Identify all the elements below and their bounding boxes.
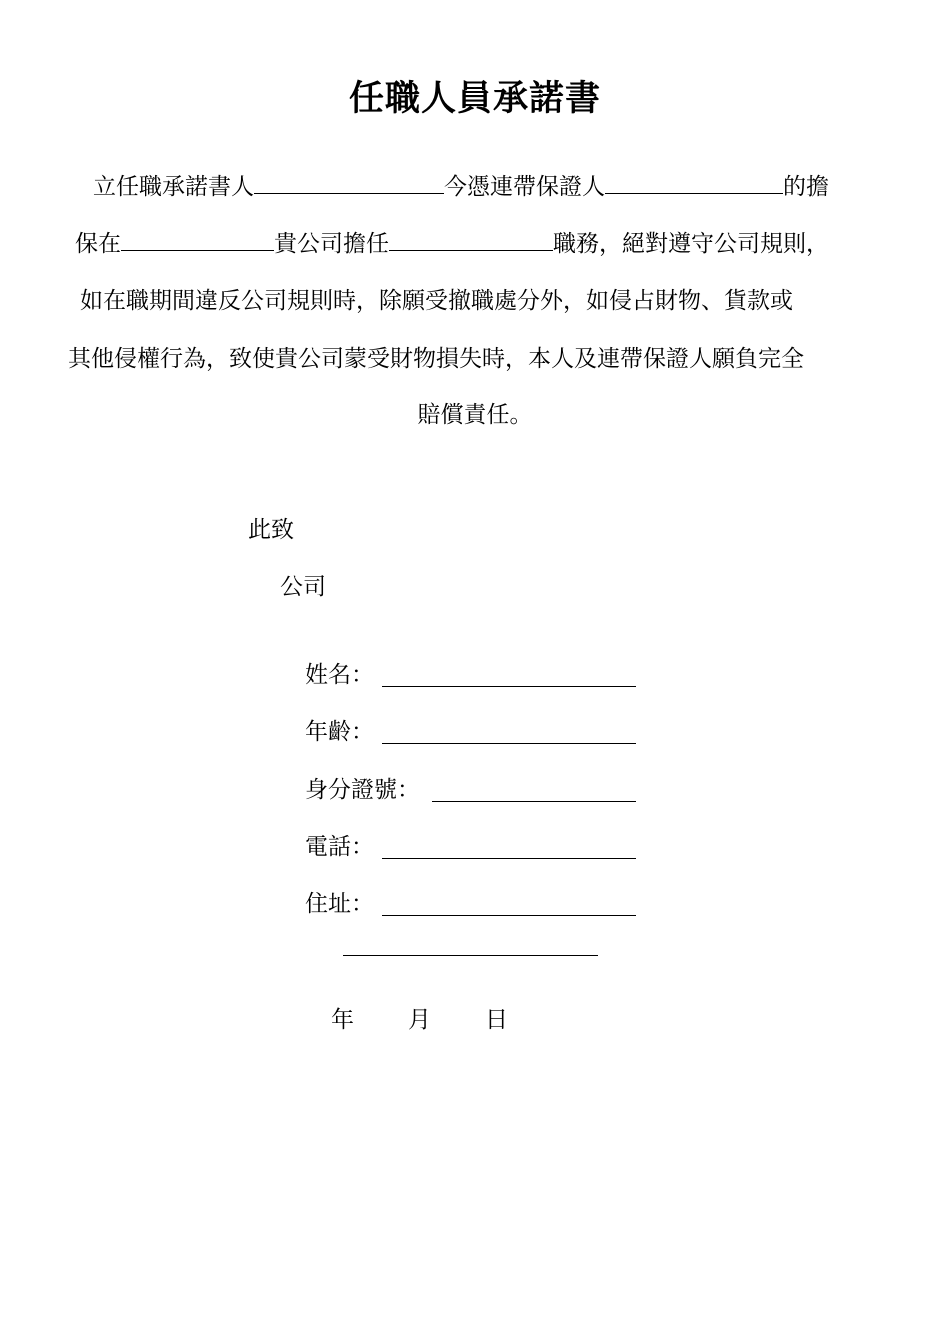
- name-field: [305, 660, 374, 690]
- address-blank-line-2: [343, 955, 598, 956]
- date-day: 日: [485, 1007, 508, 1033]
- body-line-3: 如在職期間違反公司規則時，除願受撤職處分外，如侵占財物、貨款或: [80, 288, 793, 314]
- body-line-4: 其他侵權行為，致使貴公司蒙受財物損失時，本人及連帶保證人願負完全: [68, 346, 804, 372]
- phone-field: [305, 832, 374, 862]
- body-text: 職務，絕對遵守公司規則，: [553, 231, 829, 257]
- salutation: 此致: [248, 517, 294, 543]
- body-text: 貴公司擔任: [274, 231, 389, 257]
- age-field: [305, 717, 374, 747]
- recipient-company: 公司: [280, 574, 326, 600]
- address-label: 住址：: [305, 891, 374, 917]
- date-month: 月: [408, 1007, 431, 1033]
- body-text: 今憑連帶保證人: [444, 174, 605, 200]
- phone-blank: [382, 858, 636, 859]
- phone-label: 電話：: [305, 834, 374, 860]
- id-label: 身分證號：: [305, 777, 420, 803]
- name-label: 姓名：: [305, 662, 374, 688]
- age-blank: [382, 743, 636, 744]
- body-line-1: [93, 171, 829, 202]
- guarantor-name-blank: [605, 171, 783, 194]
- name-blank: [382, 686, 636, 687]
- position-blank: [389, 228, 553, 251]
- body-line-2: [75, 228, 829, 259]
- body-text: 立任職承諾書人: [93, 174, 254, 200]
- body-text: 保在: [75, 231, 121, 257]
- body-line-5: 賠償責任。: [417, 402, 533, 428]
- address-field: [305, 889, 374, 919]
- address-blank: [382, 915, 636, 916]
- body-text: 的擔: [783, 174, 829, 200]
- id-field: [305, 775, 420, 805]
- page-title: 任職人員承諾書: [348, 79, 601, 119]
- department-blank: [121, 228, 274, 251]
- age-label: 年齡：: [305, 719, 374, 745]
- pledger-name-blank: [254, 171, 444, 194]
- id-blank: [432, 801, 636, 802]
- date-year: 年: [331, 1007, 354, 1033]
